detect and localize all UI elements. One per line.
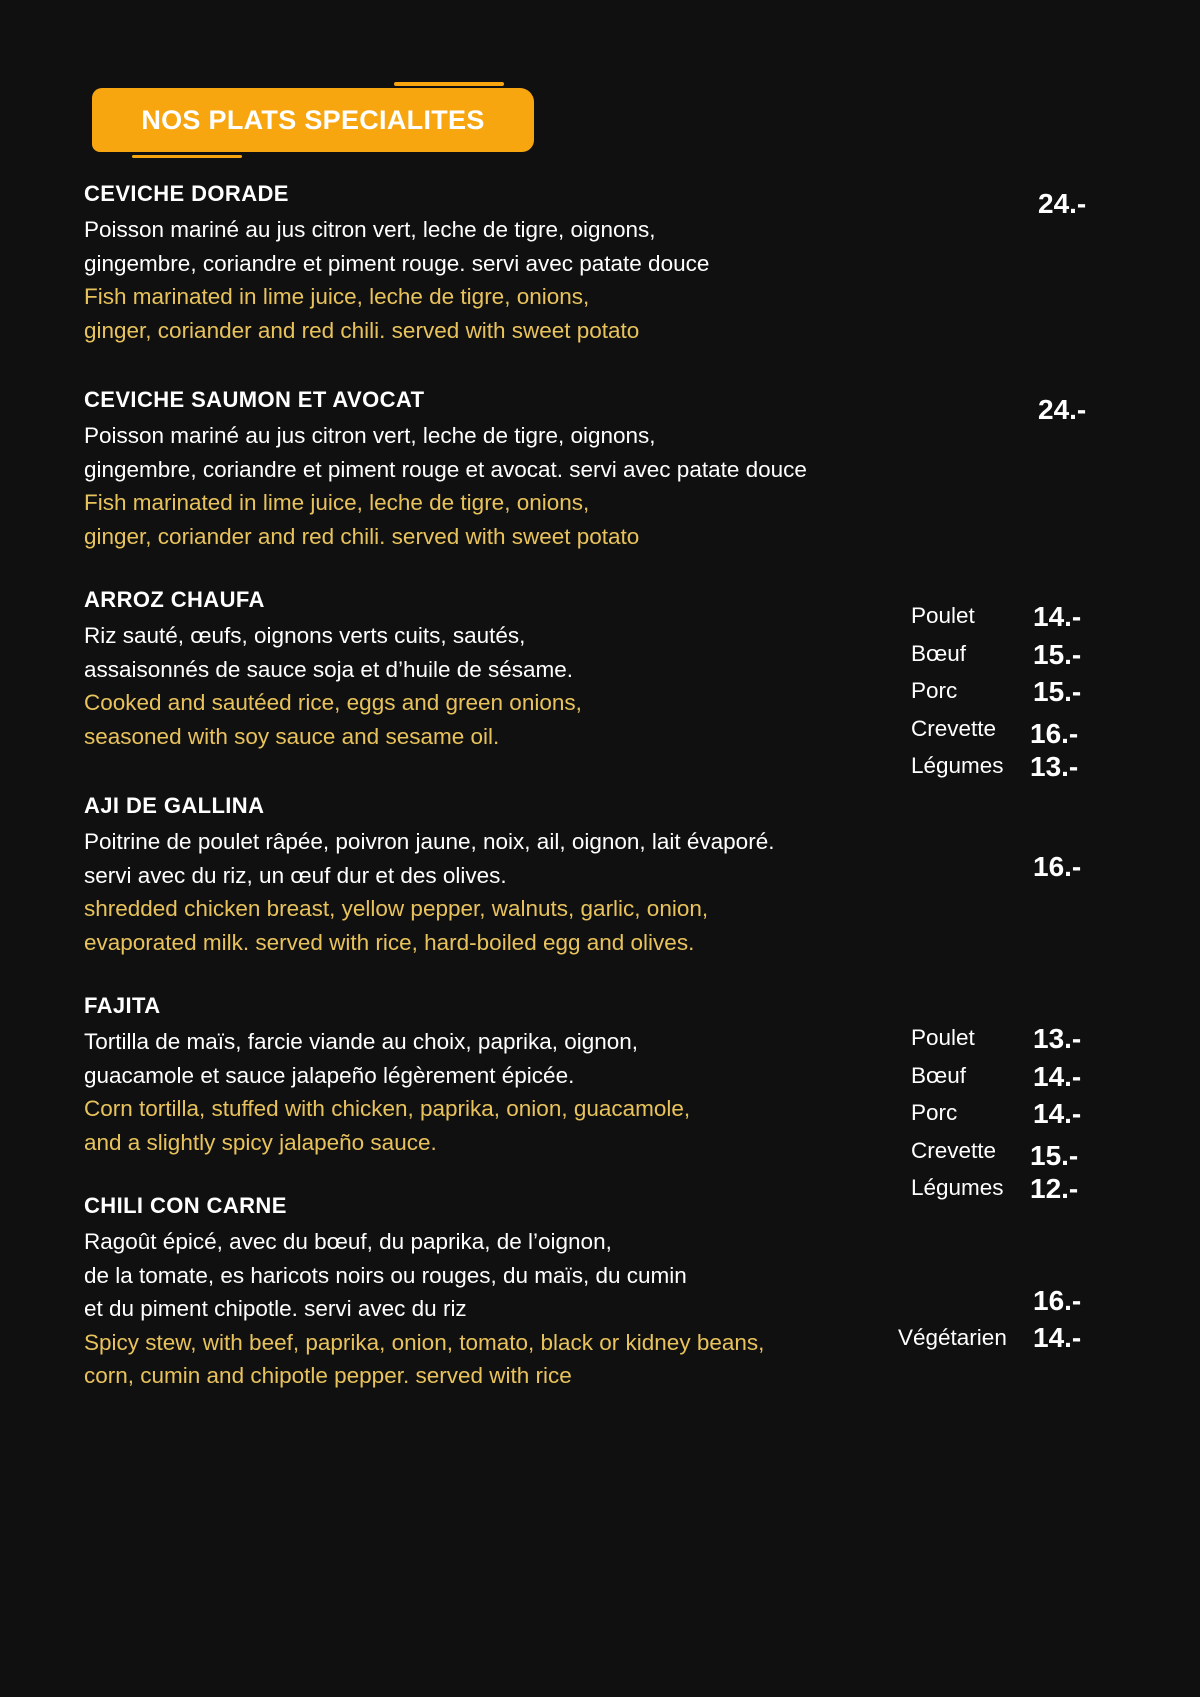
description-fr: servi avec du riz, un œuf dur et des olives. (84, 862, 507, 888)
dish-price: 24.- (1038, 188, 1087, 219)
variant-price: 14.- (1033, 1098, 1082, 1129)
description-en: seasoned with soy sauce and sesame oil. (84, 723, 500, 749)
dish-price: 24.- (1038, 394, 1087, 425)
variant-label: Poulet (911, 603, 975, 628)
dish-name: FAJITA (84, 993, 161, 1018)
variant-price: 13.- (1033, 1023, 1082, 1054)
variant-label: Porc (911, 678, 958, 703)
menu-item-aji-de-gallina (84, 793, 774, 959)
description-en: Corn tortilla, stuffed with chicken, paprika, onion, guacamole, (84, 1096, 691, 1121)
description-en: Fish marinated in lime juice, leche de tigre, onions, (84, 284, 590, 309)
menu-item-arroz-chaufa (84, 587, 582, 753)
variant-price: 13.- (1030, 751, 1079, 782)
variant-label: Poulet (911, 1025, 975, 1050)
dish-price: 16.- (1033, 1285, 1082, 1316)
menu-item-ceviche-saumon-avocat (84, 387, 807, 553)
description-fr: de la tomate, es haricots noirs ou rouges, du maïs, du cumin (84, 1262, 687, 1288)
menu-item-chili-con-carne (84, 1193, 764, 1393)
variant-label: Légumes (911, 753, 1004, 778)
description-en: evaporated milk. served with rice, hard-boiled egg and olives. (84, 929, 695, 955)
menu-item-ceviche-dorade (84, 181, 709, 347)
dish-name: CHILI CON CARNE (84, 1193, 287, 1218)
vegetarian-label: Végétarien (898, 1325, 1007, 1350)
variant-label: Bœuf (911, 1062, 967, 1088)
variant-price: 14.- (1033, 1060, 1082, 1092)
description-fr: guacamole et sauce jalapeño légèrement épicée. (84, 1062, 575, 1088)
dish-name: CEVICHE DORADE (84, 181, 289, 206)
variant-price: 15.- (1033, 676, 1082, 707)
description-en: Cooked and sautéed rice, eggs and green onions, (84, 690, 582, 715)
variant-label: Légumes (911, 1175, 1004, 1200)
description-fr: gingembre, coriandre et piment rouge et avocat. servi avec patate douce (84, 456, 807, 482)
description-fr: et du piment chipotle. servi avec du riz (84, 1296, 467, 1321)
variant-label: Bœuf (911, 640, 967, 666)
description-fr: Tortilla de maïs, farcie viande au choix, paprika, oignon, (84, 1029, 639, 1054)
menu-item-fajita (84, 993, 690, 1159)
variant-price: 16.- (1030, 717, 1079, 749)
vegetarian-price: 14.- (1033, 1322, 1082, 1353)
variant-label: Crevette (911, 1137, 997, 1163)
description-en: and a slightly spicy jalapeño sauce. (84, 1129, 437, 1155)
description-en: Spicy stew, with beef, paprika, onion, tomato, black or kidney beans, (84, 1329, 765, 1355)
description-fr: assaisonnés de sauce soja et d’huile de sésame. (84, 656, 574, 682)
variant-price: 15.- (1033, 638, 1082, 670)
dish-name: CEVICHE SAUMON ET AVOCAT (84, 387, 425, 412)
description-en: shredded chicken breast, yellow pepper, walnuts, garlic, onion, (84, 896, 709, 921)
description-fr: Ragoût épicé, avec du bœuf, du paprika, de l’oignon, (84, 1229, 612, 1254)
description-en: ginger, coriander and red chili. served with sweet potato (84, 317, 640, 343)
variant-price: 12.- (1030, 1173, 1079, 1204)
description-en: corn, cumin and chipotle pepper. served with rice (84, 1363, 572, 1388)
dish-name: ARROZ CHAUFA (84, 587, 265, 612)
description-en: ginger, coriander and red chili. served with sweet potato (84, 523, 640, 549)
variant-label: Porc (911, 1100, 958, 1125)
variant-label: Crevette (911, 715, 997, 741)
section-banner (92, 88, 534, 152)
description-en: Fish marinated in lime juice, leche de tigre, onions, (84, 490, 590, 515)
description-fr: Poitrine de poulet râpée, poivron jaune, noix, ail, oignon, lait évaporé. (84, 829, 775, 854)
dish-price: 16.- (1033, 851, 1082, 882)
dish-name: AJI DE GALLINA (84, 793, 265, 818)
description-fr: Poisson mariné au jus citron vert, leche de tigre, oignons, (84, 423, 656, 448)
description-fr: Poisson mariné au jus citron vert, leche de tigre, oignons, (84, 217, 656, 242)
variant-price: 15.- (1030, 1139, 1079, 1171)
variant-price: 14.- (1033, 601, 1082, 632)
description-fr: Riz sauté, œufs, oignons verts cuits, sautés, (84, 623, 526, 648)
section-title: NOS PLATS SPECIALITES (141, 104, 485, 135)
description-fr: gingembre, coriandre et piment rouge. servi avec patate douce (84, 250, 710, 276)
